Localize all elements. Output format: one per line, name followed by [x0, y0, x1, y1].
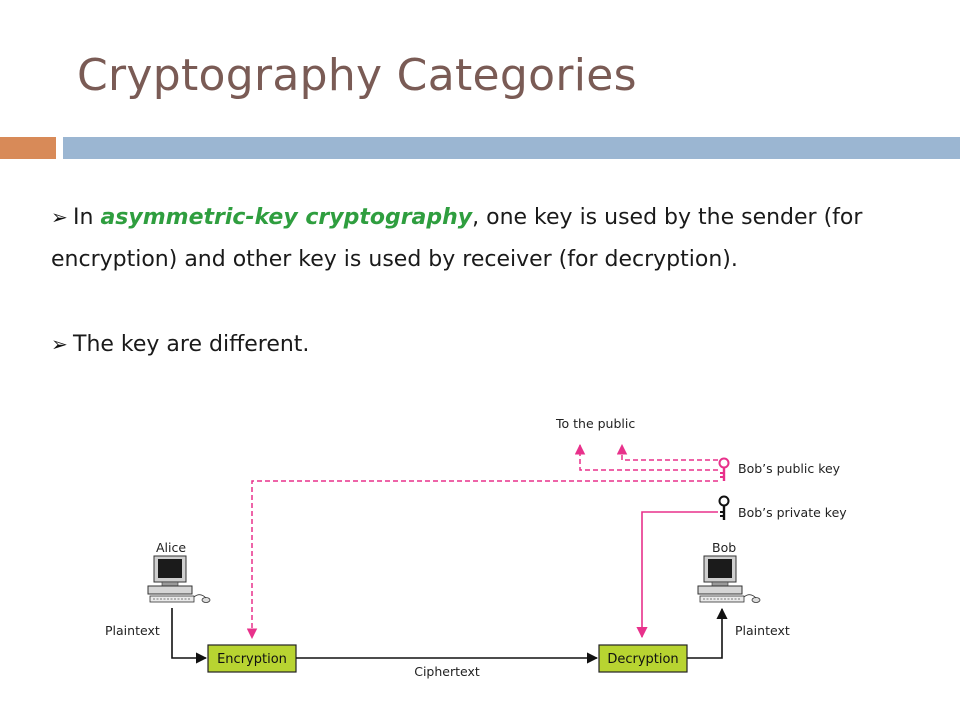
alice-to-encryption-arrow	[172, 608, 206, 658]
to-public-label: To the public	[556, 416, 636, 431]
bullet-keys-different	[51, 323, 871, 366]
encryption-label: Encryption	[217, 652, 287, 667]
slide-title: Cryptography Categories	[77, 50, 637, 101]
bullet-prefix: In	[73, 205, 101, 230]
decryption-label: Decryption	[607, 652, 679, 667]
decryption-to-bob-arrow	[687, 609, 722, 658]
slide-body	[51, 196, 871, 366]
public-key-lines	[252, 445, 718, 638]
bullet-text: The key are different.	[73, 332, 310, 357]
plaintext-left-label: Plaintext	[105, 623, 160, 638]
arrow-bullet-icon: ➢	[51, 205, 68, 229]
bullet-emphasis: asymmetric-key cryptography	[100, 205, 473, 230]
private-key-icon	[720, 497, 729, 521]
bob-label: Bob	[712, 540, 737, 555]
ciphertext-label: Ciphertext	[414, 664, 480, 679]
private-key-label: Bob’s private key	[738, 505, 847, 520]
alice-label: Alice	[156, 540, 187, 555]
title-accent-bar-orange	[0, 137, 56, 159]
public-key-label: Bob’s public key	[738, 461, 841, 476]
bullet-suffix: , one key is used by the sender (for encryption) and other key is used by receiver (for decryption).	[51, 205, 863, 272]
title-accent-bar-blue	[63, 137, 960, 159]
alice-computer-icon	[148, 556, 210, 603]
public-key-icon	[720, 459, 729, 482]
bob-computer-icon	[698, 556, 760, 603]
arrow-bullet-icon: ➢	[51, 332, 68, 356]
asymmetric-key-diagram	[0, 400, 960, 720]
bullet-asymmetric	[51, 196, 871, 281]
plaintext-right-label: Plaintext	[735, 623, 790, 638]
